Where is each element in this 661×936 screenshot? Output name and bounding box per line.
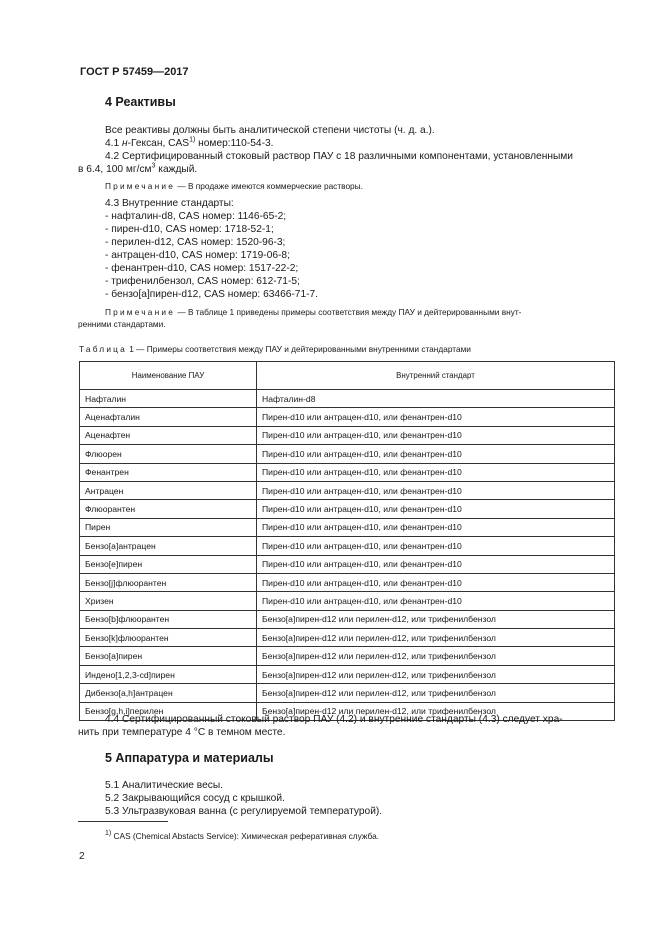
internal-standard: Пирен-d10 или антрацен-d10, или фенантрен-d10 (257, 592, 615, 610)
pah-name: Аценафталин (80, 408, 257, 426)
internal-standard: Пирен-d10 или антрацен-d10, или фенантрен-d10 (257, 500, 615, 518)
pah-name: Бензо[b]флюорантен (80, 610, 257, 628)
table-row (80, 518, 615, 536)
equipment-item: 5.1 Аналитические весы. (105, 780, 223, 791)
internal-standard: Пирен-d10 или антрацен-d10, или фенантрен-d10 (257, 463, 615, 481)
item-4-2-line1: 4.2 Сертифицированный стоковый раствор ПАУ с 18 различными компонентами, установленными (105, 151, 573, 162)
footnote-divider (78, 821, 168, 822)
item-4-3-title: 4.3 Внутренние стандарты: (105, 198, 234, 209)
internal-standard: Бензо[а]пирен-d12 или перилен-d12, или трифенилбензол (257, 665, 615, 683)
item-4-4-line1: 4.4 Сертифицированный стоковый раствор ПАУ (4.2) и внутренние стандарты (4.3) следует хра- (105, 714, 563, 725)
table-row (80, 647, 615, 665)
table-row (80, 537, 615, 555)
item-4-2-line2: в 6.4, 100 $мг/см^3$ каждый. (78, 162, 198, 175)
table-row (80, 555, 615, 573)
internal-standard: Пирен-d10 или антрацен-d10, или фенантрен-d10 (257, 445, 615, 463)
pah-name: Флюорен (80, 445, 257, 463)
table-row (80, 573, 615, 591)
table-row (80, 665, 615, 683)
internal-standard: Пирен-d10 или антрацен-d10, или фенантрен-d10 (257, 537, 615, 555)
pah-name: Бензо[а]антрацен (80, 537, 257, 555)
pah-name: Бензо[а]пирен (80, 647, 257, 665)
internal-standard: Пирен-d10 или антрацен-d10, или фенантрен-d10 (257, 555, 615, 573)
table-row (80, 463, 615, 481)
section-5-title: 5 Аппаратура и материалы (105, 751, 274, 765)
internal-standard: Бензо[а]пирен-d12 или перилен-d12, или трифенилбензол (257, 702, 615, 720)
table-row (80, 592, 615, 610)
pah-name: Нафталин (80, 390, 257, 408)
pah-name: Пирен (80, 518, 257, 536)
pah-name: Бензо[k]флюорантен (80, 629, 257, 647)
pah-name: Индено[1,2,3-cd]пирен (80, 665, 257, 683)
table-row (80, 610, 615, 628)
pah-name: Бензо[j]флюорантен (80, 573, 257, 591)
table-row (80, 481, 615, 499)
pah-name: Аценафтен (80, 426, 257, 444)
table-row (80, 629, 615, 647)
internal-standard: Бензо[а]пирен-d12 или перилен-d12, или трифенилбензол (257, 684, 615, 702)
table-header-standard: Внутренний стандарт (257, 362, 615, 390)
table-row (80, 426, 615, 444)
internal-standard: Бензо[а]пирен-d12 или перилен-d12, или трифенилбензол (257, 647, 615, 665)
footnote: $^{1)}$ CAS (Chemical Abstacts Service): Химическая реферативная служба. (105, 830, 379, 841)
internal-standard: Нафталин-d8 (257, 390, 615, 408)
table-row (80, 684, 615, 702)
internal-standard: Пирен-d10 или антрацен-d10, или фенантрен-d10 (257, 408, 615, 426)
standard-list-item: - бензо[а]пирен-d12, CAS номер: 63466-71-7. (105, 289, 319, 300)
table-row (80, 390, 615, 408)
table-row (80, 445, 615, 463)
table-row (80, 500, 615, 518)
standard-list-item: - нафталин-d8, CAS номер: 1146-65-2; (105, 211, 287, 222)
note-2-line1: Примечание — В таблице 1 приведены примеры соответствия между ПАУ и дейтерированными внут- (105, 307, 522, 317)
note-1: Примечание — В продаже имеются коммерческие растворы. (105, 181, 363, 191)
table-header-pah: Наименование ПАУ (80, 362, 257, 390)
pah-name: Дибензо[а,h]антрацен (80, 684, 257, 702)
standard-list-item: - антрацен-d10, CAS номер: 1719-06-8; (105, 250, 290, 261)
table-row (80, 408, 615, 426)
pah-name: Фенантрен (80, 463, 257, 481)
internal-standard: Пирен-d10 или антрацен-d10, или фенантрен-d10 (257, 426, 615, 444)
internal-standard: Бензо[а]пирен-d12 или перилен-d12, или трифенилбензол (257, 610, 615, 628)
internal-standard: Пирен-d10 или антрацен-d10, или фенантрен-d10 (257, 481, 615, 499)
standard-list-item: - фенантрен-d10, CAS номер: 1517-22-2; (105, 263, 299, 274)
pah-name: Флюорантен (80, 500, 257, 518)
internal-standard: Пирен-d10 или антрацен-d10, или фенантрен-d10 (257, 573, 615, 591)
standard-list-item: - перилен-d12, CAS номер: 1520-96-3; (105, 237, 286, 248)
reagents-intro: Все реактивы должны быть аналитической степени чистоты (ч. д. а.). (105, 125, 435, 136)
pah-name: Антрацен (80, 481, 257, 499)
note-2-line2: ренними стандартами. (78, 319, 166, 329)
equipment-item: 5.3 Ультразвуковая ванна (с регулируемой температурой). (105, 806, 383, 817)
internal-standard: Пирен-d10 или антрацен-d10, или фенантрен-d10 (257, 518, 615, 536)
pah-standards-table (79, 361, 615, 721)
document-header: ГОСТ Р 57459—2017 (80, 66, 189, 78)
equipment-item: 5.2 Закрывающийся сосуд с крышкой. (105, 793, 285, 804)
standard-list-item: - пирен-d10, CAS номер: 1718-52-1; (105, 224, 274, 235)
pah-name: Бензо[е]пирен (80, 555, 257, 573)
section-4-title: 4 Реактивы (105, 95, 176, 109)
standard-list-item: - трифенилбензол, CAS номер: 612-71-5; (105, 276, 300, 287)
pah-name: Хризен (80, 592, 257, 610)
item-4-4-line2: нить при температуре 4 °С в темном месте. (78, 727, 286, 738)
pah-name: Бензо[g,h,i]перилен (80, 702, 257, 720)
page-number: 2 (79, 851, 85, 862)
table-caption: Таблица 1 — Примеры соответствия между ПАУ и дейтерированными внутренними стандартами (79, 344, 471, 354)
item-4-1: 4.1 н-Гексан, CAS$^{1)}$ номер:110-54-3. (105, 136, 274, 149)
internal-standard: Бензо[а]пирен-d12 или перилен-d12, или трифенилбензол (257, 629, 615, 647)
